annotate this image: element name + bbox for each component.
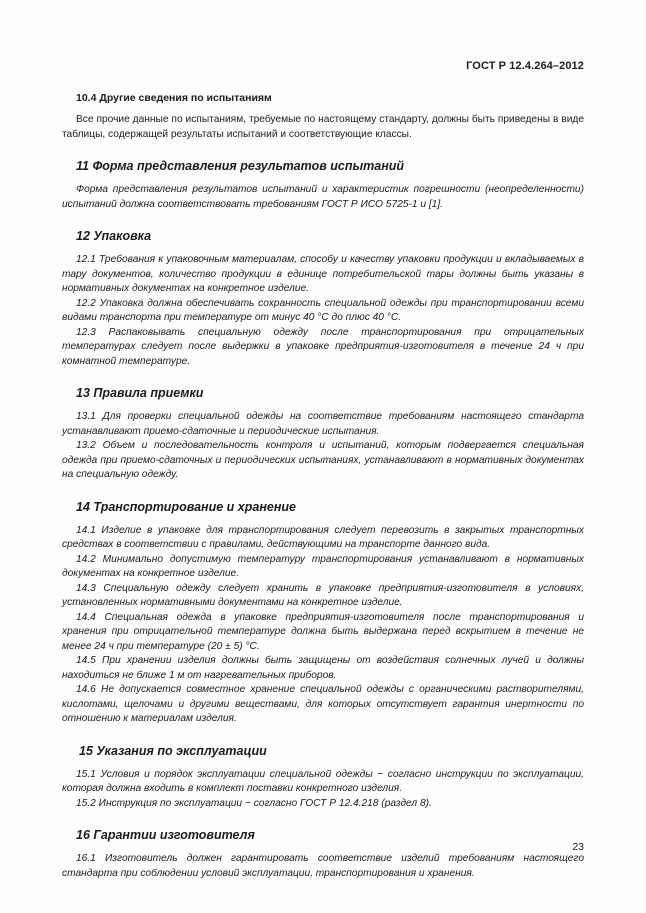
section-title: 13 Правила приемки xyxy=(76,386,204,400)
section-paragraph: 15.2 Инструкция по эксплуатации − согласно ГОСТ Р 12.4.218 (раздел 8). xyxy=(76,797,432,809)
section-15 xyxy=(62,744,584,812)
section-title: 11 Форма представления результатов испытаний xyxy=(76,159,405,173)
section-11 xyxy=(62,159,584,212)
section-paragraph: 14.4 Специальная одежда в упаковке предприятия-изготовителя после транспортирования и хранения при отрицательной температуре должна быть выдержана перед вскрытием в течение не менее 24 ч при температуре (20 ± 5) °С. xyxy=(62,611,584,652)
section-paragraph: 13.2 Объем и последовательность контроля и испытаний, которым подвергается специальная одежда при приемо-сдаточных и периодических испытаниях, устанавливают в нормативных документах на специальную одежду. xyxy=(62,440,584,480)
subsection-title: 10.4 Другие сведения по испытаниям xyxy=(76,92,272,104)
section-paragraph: 12.2 Упаковка должна обеспечивать сохранность специальной одежды при транспортировании всеми видами транспорта при температуре от минус 40 °С до плюс 40 °С. xyxy=(62,297,584,323)
section-paragraph: 15.1 Условия и порядок эксплуатации специальной одежды − согласно инструкции по эксплуатации, которая должна входить в комплект поставки конкретного изделия. xyxy=(62,768,584,794)
section-paragraph: Форма представления результатов испытаний и характеристик погрешности (неопределенности) испытаний должна соответствовать требованиям ГОСТ Р ИСО 5725-1 и [1]. xyxy=(62,184,584,210)
section-title: 12 Упаковка xyxy=(76,229,152,243)
section-title: 15 Указания по эксплуатации xyxy=(79,743,267,758)
section-paragraph: 14.1 Изделие в упаковке для транспортирования следует перевозить в закрытых транспортных средствах в соответствии с правилами, действующими на транспорте данного вида. xyxy=(62,524,584,550)
section-paragraph: 14.2 Минимально допустимую температуру транспортирования устанавливают в нормативных документах на конкретное изделие. xyxy=(62,553,584,579)
section-paragraph: 13.1 Для проверки специальной одежды на соответствие требованиям настоящего стандарта устанавливают приемо-сдаточные и периодические испытания. xyxy=(62,411,584,437)
document-header: ГОСТ Р 12.4.264–2012 xyxy=(466,60,584,72)
section-paragraph: 12.3 Распаковывать специальную одежду после транспортирования при отрицательных температурах следует после выдержки в упаковке предприятия-изготовителя в течение 24 ч при комнатной температуре. xyxy=(62,326,584,367)
page-number: 23 xyxy=(572,841,584,853)
section-paragraph: 14.5 При хранении изделия должны быть защищены от воздействия солнечных лучей и должны находиться не ближе 1 м от нагревательных приборов. xyxy=(62,655,584,681)
section-paragraph: 12.1 Требования к упаковочным материалам, способу и качеству упаковки продукции и вкладываемых в тару документов, количество продукции в единице потребительской тары должны быть указаны в нормативных документах на конкретное изделие. xyxy=(62,254,584,294)
section-13 xyxy=(62,386,584,483)
section-16 xyxy=(62,828,584,881)
subsection-paragraph: Все прочие данные по испытаниям, требуемые по настоящему стандарту, должны быть приведены в виде таблицы, содержащей результаты испытаний и соответствующие классы. xyxy=(62,114,584,140)
section-paragraph: 16.1 Изготовитель должен гарантировать соответствие изделий требованиям настоящего стандарта при соблюдении условий эксплуатации, транспортирования и хранения. xyxy=(62,853,584,879)
section-title: 14 Транспортирование и хранение xyxy=(76,499,296,514)
section-paragraph: 14.6 Не допускается совместное хранение специальной одежды с органическими растворителями, кислотами, щелочами и другими веществами, для которых отсутствует гарантия инертности по отношению к материалам изделия. xyxy=(62,684,584,724)
section-title: 16 Гарантии изготовителя xyxy=(76,828,255,842)
document-body xyxy=(62,92,584,881)
section-12 xyxy=(62,229,584,369)
section-paragraph: 14.3 Специальную одежду следует хранить в упаковке предприятия-изготовителя в условиях, установленных нормативными документами на конкретное изделие. xyxy=(62,582,584,608)
section-14 xyxy=(62,500,584,727)
